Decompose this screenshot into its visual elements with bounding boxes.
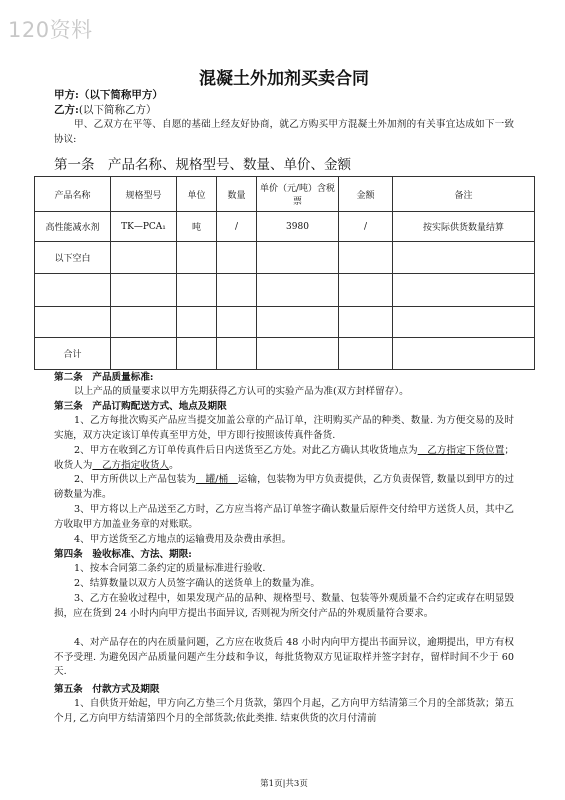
- page-title: 混凝土外加剂买卖合同: [199, 69, 369, 89]
- article3-paragraph-4: 3、甲方将以上产品送至乙方时，乙方应当将产品订单签字确认数量后原件交付给甲方送货人员，其中乙方收取甲方加盖业务章的对账联。: [54, 504, 514, 530]
- table-cell: 吨: [177, 212, 217, 242]
- article2-heading: 第二条 产品质量标准:: [54, 372, 154, 383]
- header-cell: 单位: [177, 177, 217, 212]
- article5-heading: 第五条 付款方式及期限: [54, 684, 160, 695]
- watermark: 120资料: [8, 18, 93, 42]
- party-a-label: 甲方:: [54, 89, 79, 101]
- header-cell: 备注: [393, 177, 535, 212]
- party-b-label: 乙方:: [54, 104, 79, 116]
- header-cell: 数量: [217, 177, 257, 212]
- article3-paragraph-5: 4、甲方送货至乙方地点的运输费用及杂费由承担。: [74, 534, 292, 545]
- receiver-name: 乙方指定收货人: [92, 459, 170, 471]
- intro-paragraph: 甲、乙双方在平等、自愿的基础上经友好协商，就乙方购买甲方混凝土外加剂的有关事宜达成如下一致协议:: [54, 119, 514, 145]
- table-cell: 按实际供货数量结算: [393, 212, 535, 242]
- blank-label-cell: 以下空白: [35, 242, 111, 274]
- header-cell: 金额: [339, 177, 393, 212]
- article3-paragraph-1: 1、乙方每批次购买产品应当提交加盖公章的产品订单，注明购买产品的种类、数量. 为方便交易的及时实施，双方决定该订单传真至甲方处，甲方即行按照该传真件备货.: [54, 415, 514, 441]
- page-footer: 第1页|共3页: [260, 779, 308, 789]
- article4-paragraph-3: 3、乙方在验收过程中，如果发现产品的品种、规格型号、数量、包装等外观质量不合约定或存在明显毁损，应在货到 24 小时内向甲方提出书面异议, 否则视为所交付产品的外观质量符合要求。: [54, 593, 514, 619]
- article2-paragraph: 以上产品的质量要求以甲方先期获得乙方认可的实验产品为准(双方封样留存）。: [74, 386, 409, 397]
- article4-paragraph-2: 2、结算数量以双方人员签字确认的送货单上的数量为准。: [74, 578, 320, 589]
- table-header-row: [35, 177, 535, 212]
- article3-heading: 第三条 产品订购配送方式、地点及期限: [54, 401, 227, 412]
- article4-paragraph-1: 1、按本合同第二条约定的质量标准进行验收.: [74, 563, 266, 574]
- product-table: [34, 176, 535, 370]
- total-label-cell: 合计: [35, 338, 111, 370]
- party-a-line: [54, 88, 163, 102]
- party-b-note: (以下简称乙方）: [78, 104, 157, 116]
- table-row: [35, 274, 535, 307]
- article3-paragraph-2: 2、甲方在收到乙方订单传真件后日内送货至乙方处。对此乙方确认其收货地点为 乙方指定下货位置；收货人为 乙方指定收货人。: [54, 445, 514, 471]
- table-row: [35, 307, 535, 338]
- table-row: [35, 212, 535, 242]
- table-cell: /: [217, 212, 257, 242]
- table-cell: TK—PCA₁: [111, 212, 177, 242]
- header-cell: 规格型号: [111, 177, 177, 212]
- article4-heading: 第四条 验收标准、方法、期限:: [54, 549, 192, 560]
- article5-paragraph-1: 1、自供货开始起，甲方向乙方垫三个月货款，第四个月起，乙方向甲方结清第三个月的全部货款；第五个月, 乙方向甲方结清第四个月的全部货款;依此类推. 结束供货的次月付清前: [54, 698, 514, 724]
- party-b-line: [54, 103, 157, 117]
- header-cell: 单价（元/吨）含税票: [257, 177, 339, 212]
- party-a-note: （以下简称甲方）: [78, 89, 163, 101]
- article4-paragraph-4: 4、对产品存在的内在质量问题，乙方应在收货后 48 小时内向甲方提出书面异议，逾期提出，甲方有权不予受理. 为避免因产品质量问题产生分歧和争议，每批货物双方见证取样并签字封存，留样时间不少于 60 天.: [54, 637, 514, 678]
- packaging-type: 罐/桶: [195, 474, 238, 485]
- table-total-row: [35, 338, 535, 370]
- table-cell: 3980: [257, 212, 339, 242]
- header-cell: 产品名称: [35, 177, 111, 212]
- article1-heading: 第一条 产品名称、规格型号、数量、单价、金额: [54, 157, 351, 173]
- article3-paragraph-3: 2、甲方所供以上产品包装为 罐/桶 运输，包装物为甲方负责提供，乙方负责保管, 数量以到甲方的过磅数量为准。: [54, 474, 514, 500]
- delivery-location: 乙方指定下货位置: [417, 445, 505, 456]
- table-cell: /: [339, 212, 393, 242]
- table-row: [35, 242, 535, 274]
- table-cell: 高性能减水剂: [35, 212, 111, 242]
